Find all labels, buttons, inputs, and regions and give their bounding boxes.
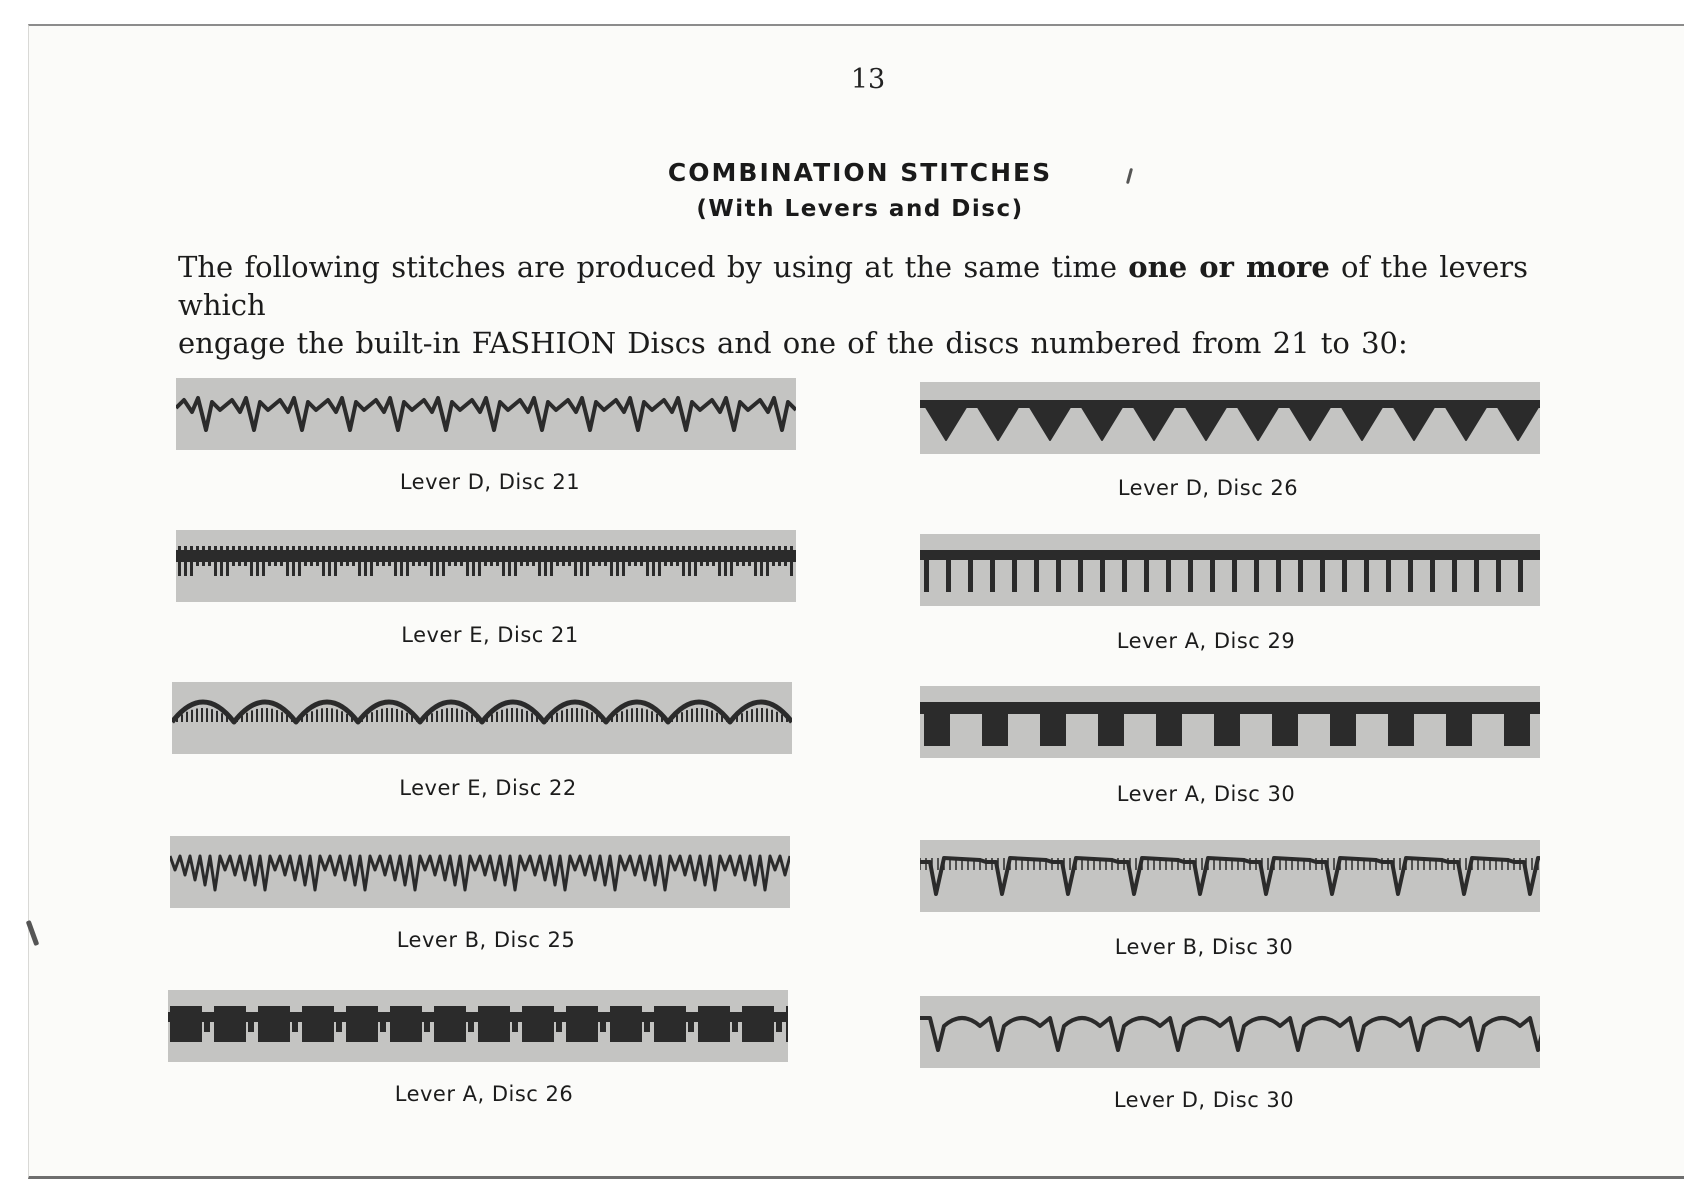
intro-text-start: The following stitches are produced by using at the same time bbox=[178, 250, 1129, 284]
stitch-caption-5: Lever A, Disc 26 bbox=[394, 1082, 574, 1106]
stitch-pattern-graphic bbox=[920, 686, 1540, 758]
stitch-pattern-graphic bbox=[920, 382, 1540, 454]
stitch-pattern-graphic bbox=[176, 530, 796, 602]
stitch-caption-7: Lever A, Disc 29 bbox=[1116, 629, 1296, 653]
stitch-sample-2 bbox=[176, 530, 796, 602]
intro-paragraph bbox=[178, 248, 1528, 362]
stitch-sample-9 bbox=[920, 840, 1540, 912]
stitch-sample-10 bbox=[920, 996, 1540, 1068]
stitch-pattern-graphic bbox=[176, 378, 796, 450]
intro-text-line2: engage the built-in FASHION Discs and one of the discs numbered from 21 to 30: bbox=[178, 326, 1408, 360]
stitch-pattern-graphic bbox=[920, 996, 1540, 1068]
stitch-pattern-graphic bbox=[920, 840, 1540, 912]
stitch-sample-4 bbox=[170, 836, 790, 908]
page-number: 13 bbox=[850, 64, 886, 95]
stitch-sample-5 bbox=[168, 990, 788, 1062]
stitch-caption-1: Lever D, Disc 21 bbox=[399, 470, 581, 494]
stitch-caption-6: Lever D, Disc 26 bbox=[1117, 476, 1299, 500]
stitch-pattern-graphic bbox=[170, 836, 790, 908]
stitch-sample-3 bbox=[172, 682, 792, 754]
stitch-pattern-graphic bbox=[172, 682, 792, 754]
stitch-caption-9: Lever B, Disc 30 bbox=[1114, 935, 1294, 959]
stitch-caption-2: Lever E, Disc 21 bbox=[401, 623, 579, 647]
stitch-caption-10: Lever D, Disc 30 bbox=[1113, 1088, 1295, 1112]
stitch-sample-1 bbox=[176, 378, 796, 450]
section-title: COMBINATION STITCHES bbox=[667, 158, 1053, 187]
stitch-sample-7 bbox=[920, 534, 1540, 606]
stitch-pattern-graphic bbox=[168, 990, 788, 1062]
stitch-caption-3: Lever E, Disc 22 bbox=[399, 776, 577, 800]
intro-text-end: of the levers which bbox=[178, 250, 1528, 322]
section-subtitle: (With Levers and Disc) bbox=[696, 196, 1024, 222]
stitch-sample-6 bbox=[920, 382, 1540, 454]
stitch-caption-4: Lever B, Disc 25 bbox=[396, 928, 576, 952]
intro-emphasis: one or more bbox=[1128, 250, 1330, 284]
stitch-caption-8: Lever A, Disc 30 bbox=[1116, 782, 1296, 806]
stitch-sample-8 bbox=[920, 686, 1540, 758]
stitch-pattern-graphic bbox=[920, 534, 1540, 606]
